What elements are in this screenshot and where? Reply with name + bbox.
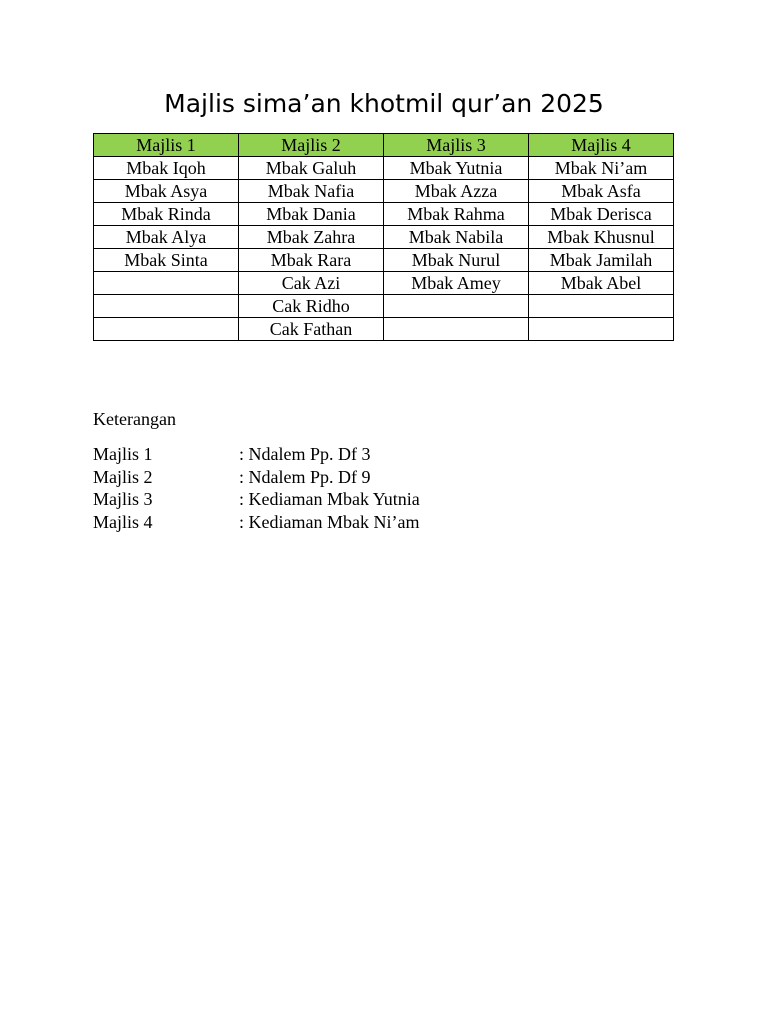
table-cell bbox=[384, 318, 529, 341]
table-cell bbox=[94, 295, 239, 318]
note-item bbox=[93, 443, 420, 466]
table-cell: Mbak Ni’am bbox=[529, 157, 674, 180]
note-item bbox=[93, 488, 420, 511]
table-row bbox=[94, 203, 674, 226]
table-cell: Mbak Amey bbox=[384, 272, 529, 295]
note-item bbox=[93, 466, 420, 489]
table-cell: Mbak Iqoh bbox=[94, 157, 239, 180]
table-row bbox=[94, 249, 674, 272]
note-value: : Ndalem Pp. Df 9 bbox=[239, 466, 371, 487]
table-cell: Mbak Rara bbox=[239, 249, 384, 272]
table-cell: Mbak Asya bbox=[94, 180, 239, 203]
note-value: : Ndalem Pp. Df 3 bbox=[239, 444, 371, 464]
table-cell: Mbak Asfa bbox=[529, 180, 674, 203]
table-cell: Mbak Sinta bbox=[94, 249, 239, 272]
table-row bbox=[94, 272, 674, 295]
table-cell: Mbak Derisca bbox=[529, 203, 674, 226]
note-value: : Kediaman Mbak Yutnia bbox=[239, 489, 420, 510]
note-key: Majlis 4 bbox=[93, 511, 153, 532]
table-cell bbox=[529, 318, 674, 341]
notes-heading: Keterangan bbox=[93, 409, 176, 429]
column-header-majlis-3: Majlis 3 bbox=[384, 134, 529, 157]
table-cell: Mbak Nabila bbox=[384, 226, 529, 249]
table-header-row bbox=[94, 134, 674, 157]
table-cell bbox=[384, 295, 529, 318]
table-cell: Cak Azi bbox=[239, 272, 384, 295]
note-key: Majlis 2 bbox=[93, 466, 153, 487]
table-cell: Mbak Galuh bbox=[239, 157, 384, 180]
table-cell: Mbak Jamilah bbox=[529, 249, 674, 272]
table-row bbox=[94, 295, 674, 318]
table-cell: Mbak Alya bbox=[94, 226, 239, 249]
majlis-table bbox=[93, 133, 674, 341]
column-header-majlis-2: Majlis 2 bbox=[239, 134, 384, 157]
note-key: Majlis 1 bbox=[93, 444, 153, 464]
table-cell: Mbak Nurul bbox=[384, 249, 529, 272]
table-cell: Mbak Zahra bbox=[239, 226, 384, 249]
note-key: Majlis 3 bbox=[93, 489, 153, 510]
table-cell: Cak Ridho bbox=[239, 295, 384, 318]
table-cell: Mbak Rinda bbox=[94, 203, 239, 226]
table-row bbox=[94, 157, 674, 180]
table-cell: Mbak Abel bbox=[529, 272, 674, 295]
table-cell: Mbak Dania bbox=[239, 203, 384, 226]
table-cell: Mbak Khusnul bbox=[529, 226, 674, 249]
table-cell bbox=[94, 272, 239, 295]
table-row bbox=[94, 226, 674, 249]
table-cell: Cak Fathan bbox=[239, 318, 384, 341]
column-header-majlis-1: Majlis 1 bbox=[94, 134, 239, 157]
table-cell: Mbak Yutnia bbox=[384, 157, 529, 180]
table-cell: Mbak Nafia bbox=[239, 180, 384, 203]
table-row bbox=[94, 318, 674, 341]
table-cell bbox=[94, 318, 239, 341]
table-cell bbox=[529, 295, 674, 318]
note-value: : Kediaman Mbak Ni’am bbox=[239, 511, 420, 532]
table-cell: Mbak Rahma bbox=[384, 203, 529, 226]
table-row bbox=[94, 180, 674, 203]
notes-list bbox=[93, 443, 420, 533]
table-cell: Mbak Azza bbox=[384, 180, 529, 203]
column-header-majlis-4: Majlis 4 bbox=[529, 134, 674, 157]
page-title: Majlis sima’an khotmil qur’an 2025 bbox=[164, 89, 604, 118]
note-item bbox=[93, 511, 420, 534]
